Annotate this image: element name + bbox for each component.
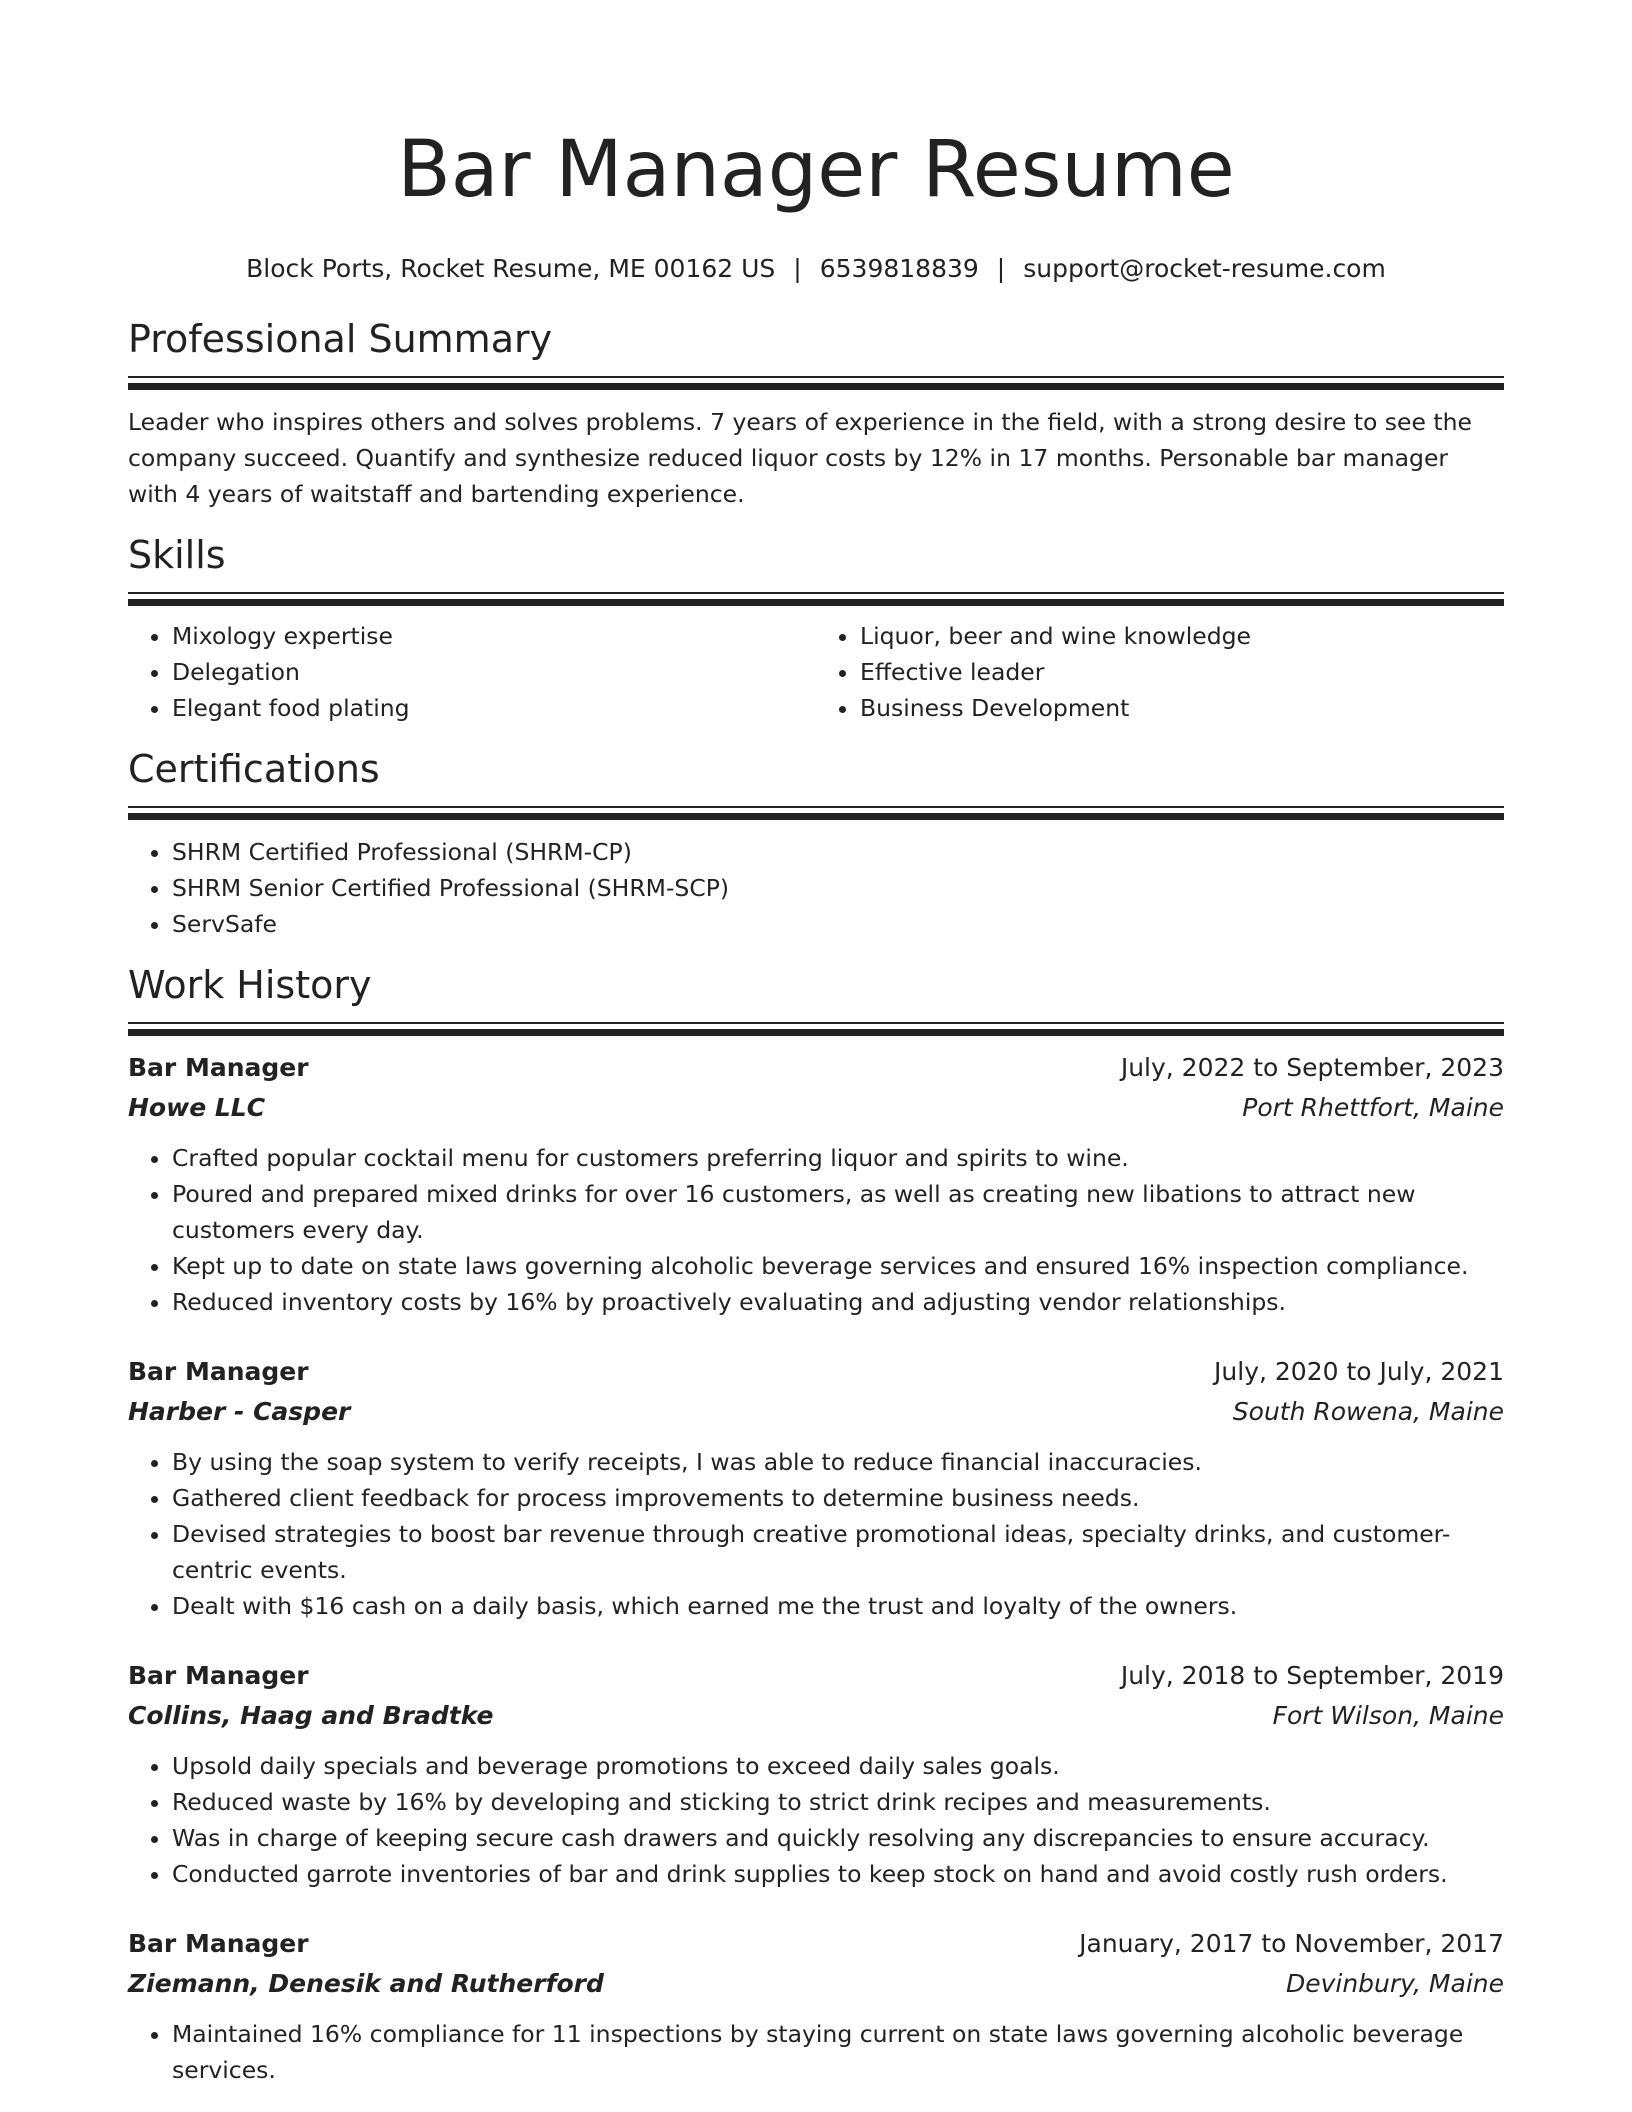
- section-divider: [128, 376, 1504, 390]
- job-location: Fort Wilson, Maine: [1272, 1701, 1504, 1730]
- section-heading-summary: Professional Summary: [128, 317, 553, 361]
- job-dates: July, 2020 to July, 2021: [1214, 1357, 1504, 1386]
- section-divider: [128, 806, 1504, 820]
- contact-separator: |: [996, 254, 1006, 283]
- job-bullet: • Crafted popular cocktail menu for customers preferring liquor and spirits to wine.: [172, 1140, 1504, 1176]
- certification-item: • SHRM Certified Professional (SHRM-CP): [172, 834, 1504, 870]
- job-title: Bar Manager: [128, 1661, 309, 1690]
- skill-item: • Effective leader: [860, 654, 1504, 690]
- job-dates: January, 2017 to November, 2017: [1079, 1929, 1504, 1958]
- skills-columns: [128, 618, 1504, 726]
- job-entry: [128, 1924, 1504, 2088]
- contact-phone: 6539818839: [819, 254, 979, 283]
- skill-item: • Liquor, beer and wine knowledge: [860, 618, 1504, 654]
- job-title: Bar Manager: [128, 1357, 309, 1386]
- skills-section: [128, 530, 1504, 726]
- job-entry: [128, 1656, 1504, 1892]
- contact-email: support@rocket-resume.com: [1023, 254, 1386, 283]
- resume-title: Bar Manager Resume: [397, 125, 1235, 215]
- job-location: South Rowena, Maine: [1232, 1397, 1504, 1426]
- skills-list-right: [816, 618, 1504, 726]
- certifications-list: [128, 834, 1504, 942]
- section-heading-certifications: Certifications: [128, 747, 380, 791]
- job-entry: [128, 1352, 1504, 1624]
- job-company: Howe LLC: [128, 1093, 266, 1122]
- job-bullet: • Upsold daily specials and beverage promotions to exceed daily sales goals.: [172, 1748, 1504, 1784]
- job-header-row: [128, 1924, 1504, 1964]
- job-company-row: [128, 1696, 1504, 1736]
- job-bullet: • Gathered client feedback for process improvements to determine business needs.: [172, 1480, 1504, 1516]
- summary-section: [128, 314, 1504, 512]
- skill-item: • Mixology expertise: [172, 618, 816, 654]
- job-bullets: [128, 2016, 1504, 2088]
- job-bullets: [128, 1748, 1504, 1892]
- job-header-row: [128, 1048, 1504, 1088]
- job-header-row: [128, 1352, 1504, 1392]
- job-company: Collins, Haag and Bradtke: [128, 1701, 494, 1730]
- skill-item: • Elegant food plating: [172, 690, 816, 726]
- resume-page: [128, 0, 1504, 2088]
- contact-line: [128, 252, 1504, 286]
- job-bullet: • Devised strategies to boost bar revenue through creative promotional ideas, specialty drinks, and customer-centric events.: [172, 1516, 1504, 1588]
- job-bullet: • Was in charge of keeping secure cash drawers and quickly resolving any discrepancies to ensure accuracy.: [172, 1820, 1504, 1856]
- job-bullet: • Maintained 16% compliance for 11 inspections by staying current on state laws governing alcoholic beverage services.: [172, 2016, 1504, 2088]
- section-heading-skills: Skills: [128, 533, 226, 577]
- job-company-row: [128, 1392, 1504, 1432]
- job-bullet: • Poured and prepared mixed drinks for over 16 customers, as well as creating new libations to attract new customers every day.: [172, 1176, 1504, 1248]
- contact-separator: |: [793, 254, 802, 283]
- contact-address: Block Ports, Rocket Resume, ME 00162 US: [246, 254, 776, 283]
- job-bullet: • Reduced waste by 16% by developing and sticking to strict drink recipes and measurements.: [172, 1784, 1504, 1820]
- skills-list-left: [128, 618, 816, 726]
- certification-item: • SHRM Senior Certified Professional (SHRM-SCP): [172, 870, 1504, 906]
- skill-item: • Business Development: [860, 690, 1504, 726]
- job-company: Harber - Casper: [128, 1397, 351, 1426]
- job-entry: [128, 1048, 1504, 1320]
- job-location: Port Rhettfort, Maine: [1242, 1093, 1504, 1122]
- job-bullet: • Conducted garrote inventories of bar and drink supplies to keep stock on hand and avoid costly rush orders.: [172, 1856, 1504, 1892]
- job-location: Devinbury, Maine: [1285, 1969, 1504, 1998]
- section-heading-work-history: Work History: [128, 963, 372, 1007]
- job-bullet: • By using the soap system to verify receipts, I was able to reduce financial inaccuracies.: [172, 1444, 1504, 1480]
- job-title: Bar Manager: [128, 1053, 309, 1082]
- job-dates: July, 2022 to September, 2023: [1120, 1053, 1504, 1082]
- section-divider: [128, 592, 1504, 606]
- job-bullet: • Kept up to date on state laws governing alcoholic beverage services and ensured 16% inspection compliance.: [172, 1248, 1504, 1284]
- summary-text: Leader who inspires others and solves problems. 7 years of experience in the field, with a strong desire to see the company succeed. Quantify and synthesize reduced liquor costs by 12% in 17 months. Personable bar manager with 4 years of waitstaff and bartending experience.: [128, 408, 1472, 508]
- job-bullet: • Reduced inventory costs by 16% by proactively evaluating and adjusting vendor relationships.: [172, 1284, 1504, 1320]
- job-bullets: [128, 1140, 1504, 1320]
- job-dates: July, 2018 to September, 2019: [1120, 1661, 1504, 1690]
- section-divider: [128, 1022, 1504, 1036]
- skill-item: • Delegation: [172, 654, 816, 690]
- work-history-section: [128, 960, 1504, 2088]
- job-title: Bar Manager: [128, 1929, 309, 1958]
- job-bullets: [128, 1444, 1504, 1624]
- certifications-section: [128, 744, 1504, 942]
- job-bullet: • Dealt with $16 cash on a daily basis, which earned me the trust and loyalty of the owners.: [172, 1588, 1504, 1624]
- job-company-row: [128, 1088, 1504, 1128]
- job-company-row: [128, 1964, 1504, 2004]
- certification-item: • ServSafe: [172, 906, 1504, 942]
- job-company: Ziemann, Denesik and Rutherford: [128, 1969, 604, 1998]
- job-header-row: [128, 1656, 1504, 1696]
